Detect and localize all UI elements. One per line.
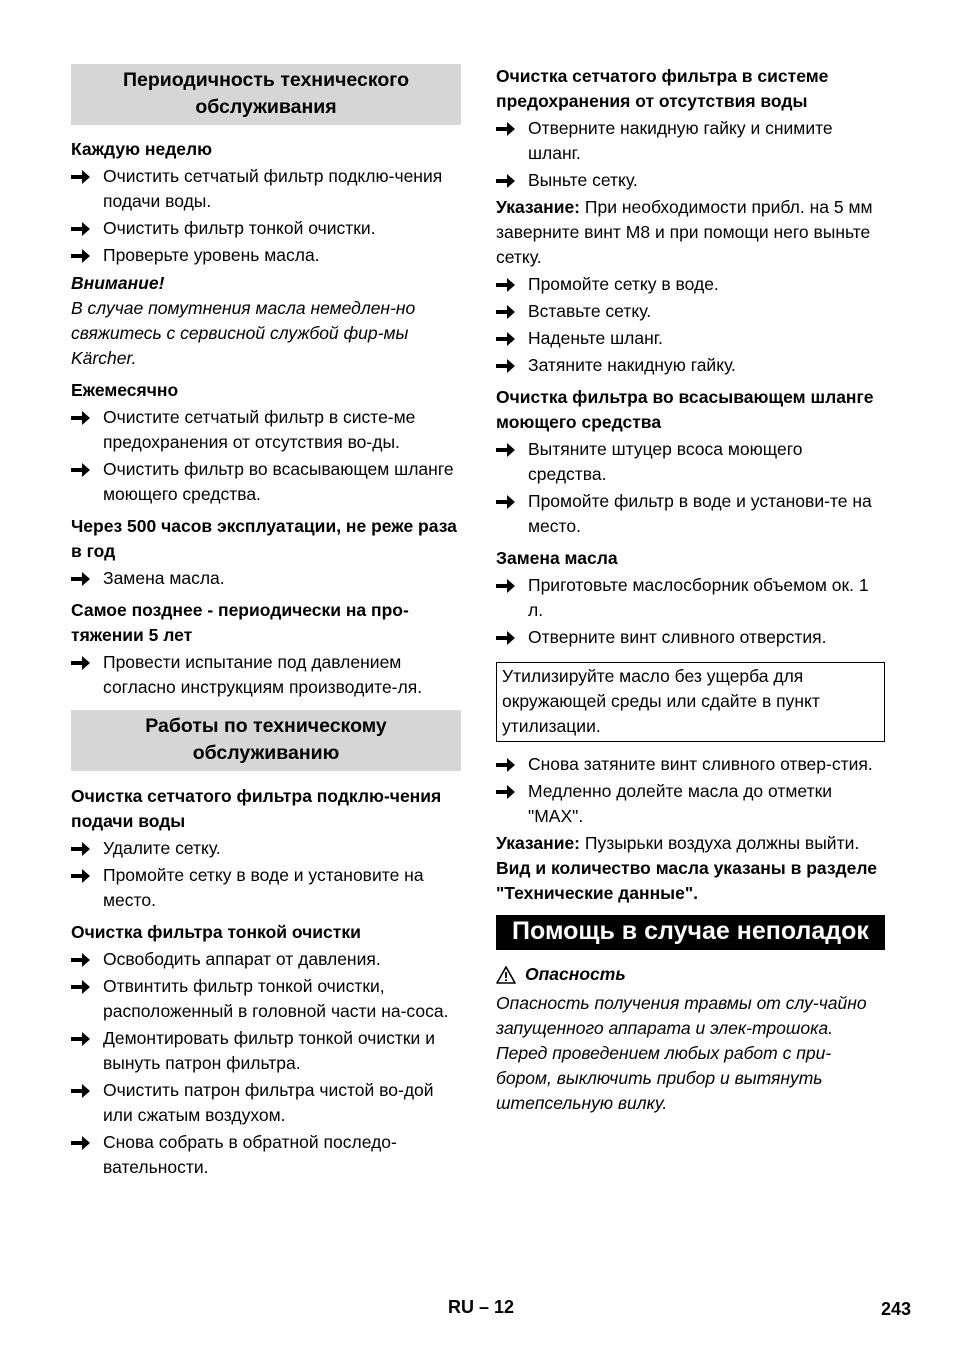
list-item-text: Очистить фильтр тонкой очистки.: [103, 218, 376, 238]
list-item: [71, 566, 461, 591]
list-item-text: Очистите сетчатый фильтр в систе-ме предохранения от отсутствия во-ды.: [103, 407, 416, 452]
arrow-right-icon: [496, 495, 515, 509]
heading-oil-change: Замена масла: [496, 548, 618, 568]
list-item: [71, 457, 461, 507]
arrow-right-icon: [71, 953, 90, 967]
list-item-text: Удалите сетку.: [103, 838, 221, 858]
list-item-text: Отверните винт сливного отверстия.: [528, 627, 827, 647]
heading-five-years: Самое позднее - периодически на про-тяжении 5 лет: [71, 600, 409, 645]
list-item: [71, 650, 461, 700]
footer-page-number: 243: [880, 1299, 911, 1319]
list-item-text: Очистить патрон фильтра чистой во-дой или сжатым воздухом.: [103, 1080, 434, 1125]
footer-language-page: RU – 12: [448, 1297, 515, 1317]
list-item: [496, 168, 885, 193]
list-dry-run-a: [496, 116, 885, 193]
list-item: [71, 1026, 461, 1076]
danger-text-1: Опасность получения травмы от слу-чайно запущенного аппарата и элек-трошока.: [496, 993, 867, 1038]
heading-500-hours: Через 500 часов эксплуатации, не реже раза в год: [71, 516, 457, 561]
arrow-right-icon: [71, 572, 90, 586]
arrow-right-icon: [496, 305, 515, 319]
list-500-hours: [71, 566, 461, 591]
list-item: [71, 405, 461, 455]
arrow-right-icon: [71, 170, 90, 184]
list-item-text: Медленно долейте масла до отметки "MAX".: [528, 781, 833, 826]
note-label: Указание:: [496, 197, 581, 217]
danger-text-2: Перед проведением любых работ с при-бором, выключить прибор и вытянуть штепсельную вилку.: [496, 1043, 832, 1113]
list-item-text: Очистить фильтр во всасывающем шланге моющего средства.: [103, 459, 454, 504]
list-item: [496, 573, 885, 623]
list-item-text: Промойте фильтр в воде и установи-те на место.: [528, 491, 872, 536]
heading-detergent-filter: Очистка фильтра во всасывающем шланге моющего средства: [496, 387, 874, 432]
arrow-right-icon: [71, 463, 90, 477]
arrow-right-icon: [496, 579, 515, 593]
list-item-text: Проверьте уровень масла.: [103, 245, 320, 265]
heading-monthly: Ежемесячно: [71, 380, 179, 400]
list-oil-change-a: [496, 573, 885, 650]
note-text: При необходимости прибл. на 5 мм заверните винт M8 и при помощи него выньте сетку.: [496, 197, 873, 267]
arrow-right-icon: [71, 842, 90, 856]
list-item-text: Демонтировать фильтр тонкой очистки и вынуть патрон фильтра.: [103, 1028, 435, 1073]
arrow-right-icon: [71, 656, 90, 670]
list-item-text: Отвинтить фильтр тонкой очистки, расположенный в головной части на-соса.: [103, 976, 449, 1021]
list-item: [71, 1078, 461, 1128]
list-item: [71, 164, 461, 214]
arrow-right-icon: [71, 1032, 90, 1046]
heading-weekly: Каждую неделю: [71, 139, 213, 159]
list-item: [496, 437, 885, 487]
heading-clean-mesh-filter: Очистка сетчатого фильтра подклю-чения подачи воды: [71, 786, 442, 831]
list-item: [496, 353, 885, 378]
list-oil-change-b: [496, 752, 885, 829]
attention-text: В случае помутнения масла немедлен-но свяжитесь с сервисной службой фир-мы Kärcher.: [71, 298, 416, 368]
note-air-bubbles: [496, 831, 885, 856]
boxed-oil-disposal-note: Утилизируйте масло без ущерба для окружающей среды или сдайте в пункт утилизации.: [496, 662, 885, 742]
arrow-right-icon: [496, 174, 515, 188]
warning-triangle-icon: [496, 966, 516, 984]
list-weekly: [71, 164, 461, 268]
list-item-text: Промойте сетку в воде и установите на место.: [103, 865, 424, 910]
list-item: [496, 779, 885, 829]
list-dry-run-b: [496, 272, 885, 378]
arrow-right-icon: [71, 411, 90, 425]
list-item-text: Снова собрать в обратной последо-вательности.: [103, 1132, 397, 1177]
list-item: [496, 272, 885, 297]
list-item-text: Приготовьте маслосборник объемом ок. 1 л.: [528, 575, 869, 620]
arrow-right-icon: [496, 785, 515, 799]
note-text: Пузырьки воздуха должны выйти.: [580, 833, 860, 853]
danger-heading: [496, 962, 885, 987]
left-column: [71, 64, 461, 1180]
arrow-right-icon: [71, 249, 90, 263]
list-item: [496, 489, 885, 539]
arrow-right-icon: [71, 222, 90, 236]
note-dry-run: [496, 195, 885, 270]
note-label: Указание:: [496, 833, 581, 853]
list-item-text: Выньте сетку.: [528, 170, 638, 190]
heading-fine-filter: Очистка фильтра тонкой очистки: [71, 922, 361, 942]
list-fine-filter: [71, 947, 461, 1180]
list-item-text: Снова затяните винт сливного отвер-стия.: [528, 754, 873, 774]
list-item: [71, 974, 461, 1024]
list-item-text: Замена масла.: [103, 568, 225, 588]
list-item: [71, 863, 461, 913]
list-item: [496, 326, 885, 351]
arrow-right-icon: [496, 359, 515, 373]
list-item-text: Наденьте шланг.: [528, 328, 663, 348]
list-item: [71, 947, 461, 972]
list-clean-mesh-filter: [71, 836, 461, 913]
list-item-text: Вытяните штуцер всоса моющего средства.: [528, 439, 803, 484]
oil-spec-note: Вид и количество масла указаны в разделе "Технические данные".: [496, 858, 878, 903]
heading-attention: Внимание!: [71, 273, 165, 293]
list-item-text: Провести испытание под давлением согласно инструкциям производите-ля.: [103, 652, 423, 697]
list-item-text: Затяните накидную гайку.: [528, 355, 736, 375]
section-title-maintenance-work: Работы по техническому обслуживанию: [71, 710, 461, 771]
list-item: [71, 243, 461, 268]
list-item-text: Вставьте сетку.: [528, 301, 652, 321]
list-item: [496, 752, 885, 777]
arrow-right-icon: [496, 332, 515, 346]
list-item-text: Промойте сетку в воде.: [528, 274, 719, 294]
list-item: [496, 625, 885, 650]
list-item-text: Отверните накидную гайку и снимите шланг.: [528, 118, 833, 163]
arrow-right-icon: [496, 122, 515, 136]
list-five-years: [71, 650, 461, 700]
list-item: [71, 836, 461, 861]
heading-dry-run-filter: Очистка сетчатого фильтра в системе предохранения от отсутствия воды: [496, 66, 829, 111]
arrow-right-icon: [71, 1084, 90, 1098]
danger-label: Опасность: [525, 964, 626, 984]
list-detergent-filter: [496, 437, 885, 539]
list-item: [71, 216, 461, 241]
list-item: [71, 1130, 461, 1180]
right-column: [496, 64, 885, 1116]
list-item: [496, 116, 885, 166]
arrow-right-icon: [496, 278, 515, 292]
list-item-text: Освободить аппарат от давления.: [103, 949, 381, 969]
list-monthly: [71, 405, 461, 507]
list-item-text: Очистить сетчатый фильтр подклю-чения подачи воды.: [103, 166, 443, 211]
arrow-right-icon: [71, 1136, 90, 1150]
arrow-right-icon: [71, 869, 90, 883]
arrow-right-icon: [496, 758, 515, 772]
section-title-maintenance-schedule: Периодичность технического обслуживания: [71, 64, 461, 125]
section-title-troubleshooting: Помощь в случае неполадок: [496, 915, 885, 950]
arrow-right-icon: [496, 631, 515, 645]
arrow-right-icon: [496, 443, 515, 457]
list-item: [496, 299, 885, 324]
arrow-right-icon: [71, 980, 90, 994]
